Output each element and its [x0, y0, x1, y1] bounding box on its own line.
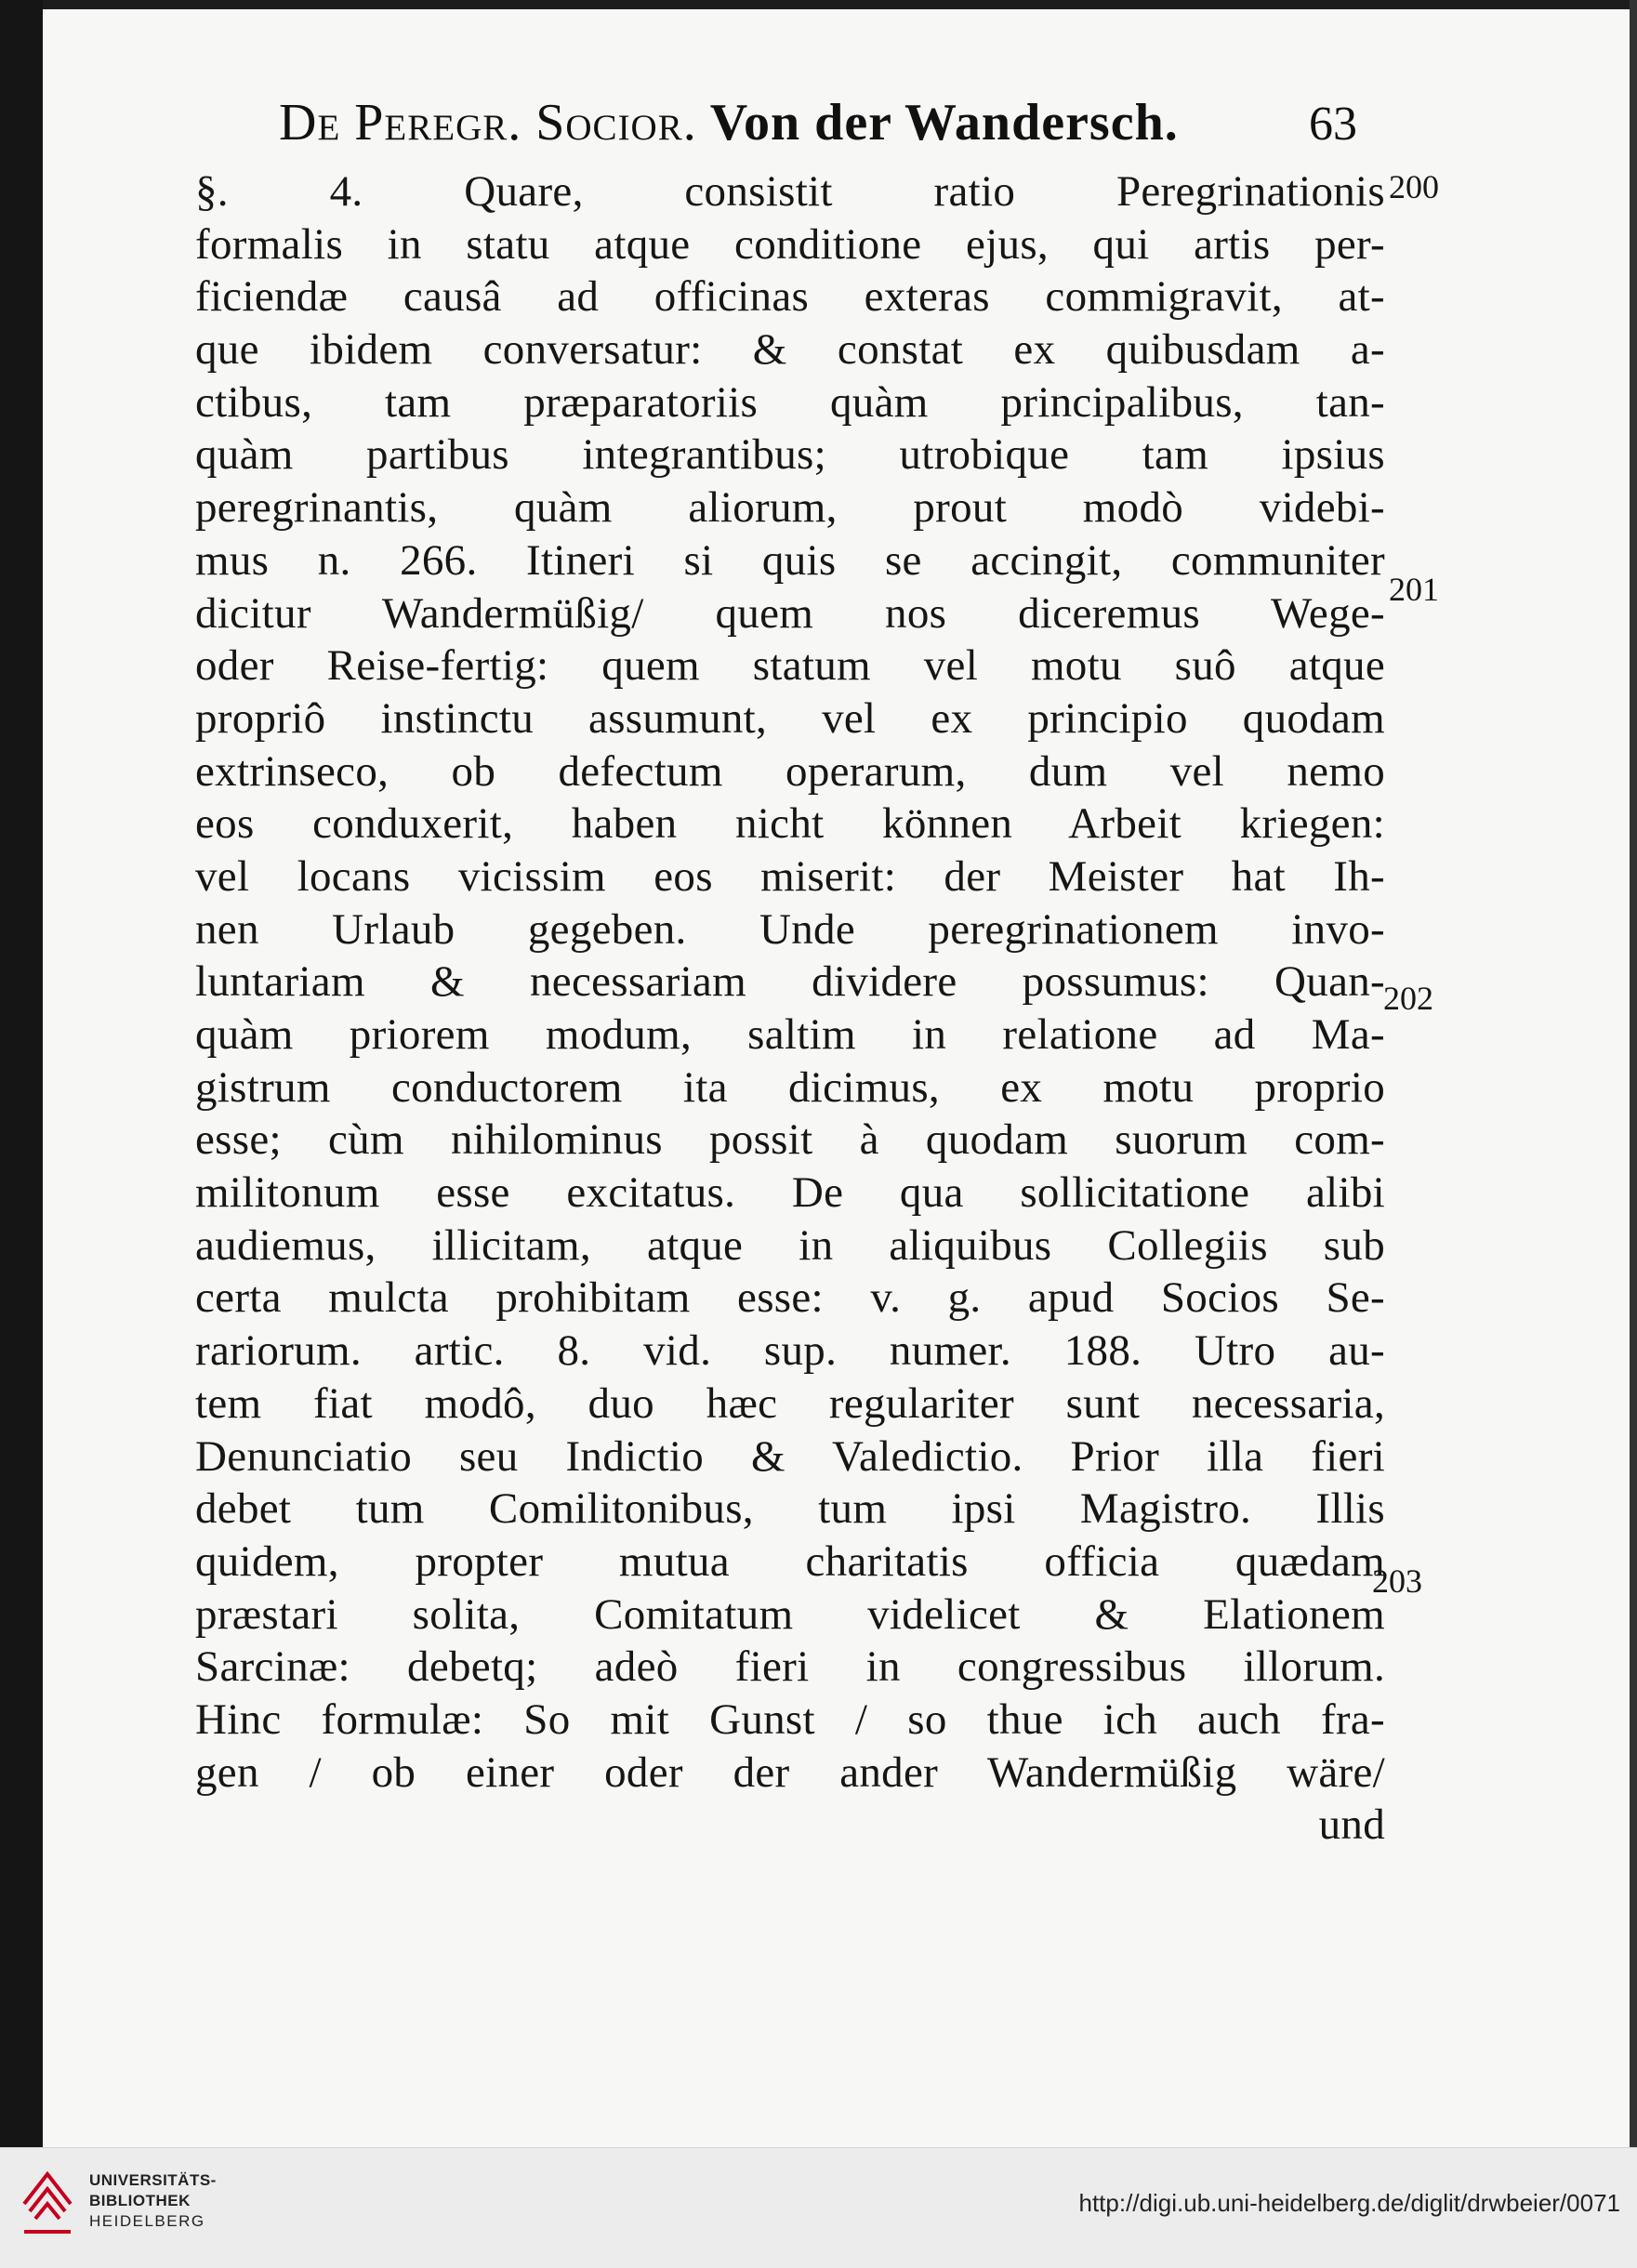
scan-border-left	[0, 0, 43, 2147]
text-line: ctibus, tam præparatoriis quàm principalibus, tan-	[195, 377, 1385, 427]
text-line: nen Urlaub gegeben. Unde peregrinationem invo-	[195, 904, 1385, 954]
heidelberg-library-logo-icon	[17, 2167, 78, 2239]
running-header	[279, 93, 1357, 167]
text-line: dicitur Wandermüßig/ quem nos diceremus Wege-	[195, 588, 1385, 638]
text-line: quàm partibus integrantibus; utrobique tam ipsius	[195, 430, 1385, 480]
text-line: que ibidem conversatur: & constat ex quibusdam a-	[195, 325, 1385, 375]
text-line: luntariam & necessariam dividere possumus: Quan-	[195, 957, 1385, 1007]
library-name-line2: BIBLIOTHEK	[89, 2192, 191, 2209]
scan-border-right	[1630, 0, 1637, 2147]
text-line: gistrum conductorem ita dicimus, ex motu proprio	[195, 1062, 1385, 1112]
text-line: militonum esse excitatus. De qua sollicitatione alibi	[195, 1168, 1385, 1218]
text-line: extrinseco, ob defectum operarum, dum vel nemo	[195, 746, 1385, 796]
permalink-url[interactable]: http://digi.ub.uni-heidelberg.de/diglit/drwbeier/0071	[1078, 2189, 1620, 2217]
page-number: 63	[1309, 98, 1357, 151]
text-line: Hinc formulæ: So mit Gunst / so thue ich auch fra-	[195, 1694, 1385, 1744]
header-german-title: Von der Wandersch.	[709, 94, 1179, 152]
text-line: quidem, propter mutua charitatis officia quædam	[195, 1536, 1385, 1586]
text-line: formalis in statu atque conditione ejus, qui artis per-	[195, 219, 1385, 269]
marginal-number: 200	[1389, 168, 1439, 205]
marginal-number: 202	[1383, 980, 1433, 1017]
text-line: §. 4. Quare, consistit ratio Peregrinationis	[195, 167, 1385, 216]
text-line: Denunciatio seu Indictio & Valedictio. Prior illa fieri	[195, 1431, 1385, 1481]
text-line: Sarcinæ: debetq; adeò fieri in congressibus illorum.	[195, 1642, 1385, 1692]
library-name-line1: UNIVERSITÄTS-	[89, 2171, 217, 2189]
library-name-line3: HEIDELBERG	[89, 2212, 205, 2230]
text-line: eos conduxerit, haben nicht können Arbeit kriegen:	[195, 799, 1385, 849]
text-line: ficiendæ causâ ad officinas exteras commigravit, at-	[195, 272, 1385, 322]
text-line: mus n. 266. Itineri si quis se accingit, communiter	[195, 535, 1385, 585]
text-line: debet tum Comilitonibus, tum ipsi Magistro. Illis	[195, 1484, 1385, 1534]
text-line: peregrinantis, quàm aliorum, prout modò videbi-	[195, 483, 1385, 533]
text-line: rariorum. artic. 8. vid. sup. numer. 188. Utro au-	[195, 1326, 1385, 1376]
library-name	[89, 2170, 217, 2232]
text-line: quàm priorem modum, saltim in relatione ad Ma-	[195, 1010, 1385, 1059]
scan-border-top	[0, 0, 1637, 9]
text-line: præstari solita, Comitatum videlicet & Elationem	[195, 1589, 1385, 1639]
text-line: audiemus, illicitam, atque in aliquibus Collegiis sub	[195, 1220, 1385, 1270]
marginal-number: 203	[1372, 1563, 1422, 1600]
text-line: propriô instinctu assumunt, vel ex principio quodam	[195, 693, 1385, 743]
text-line: vel locans vicissim eos miserit: der Meister hat Ih-	[195, 851, 1385, 901]
text-line: oder Reise-fertig: quem statum vel motu suô atque	[195, 641, 1385, 691]
text-line: tem fiat modô, duo hæc regulariter sunt necessaria,	[195, 1378, 1385, 1428]
marginal-number: 201	[1389, 571, 1439, 608]
text-line: gen / ob einer oder der ander Wandermüßig wäre/	[195, 1747, 1385, 1797]
viewer-footer	[0, 2147, 1637, 2268]
text-line: esse; cùm nihilominus possit à quodam suorum com-	[195, 1115, 1385, 1165]
text-line: certa mulcta prohibitam esse: v. g. apud Socios Se-	[195, 1273, 1385, 1323]
body-text	[195, 165, 1385, 1852]
catchword: und	[1318, 1800, 1385, 1850]
header-latin-title: De Peregr. Socior.	[279, 94, 697, 152]
